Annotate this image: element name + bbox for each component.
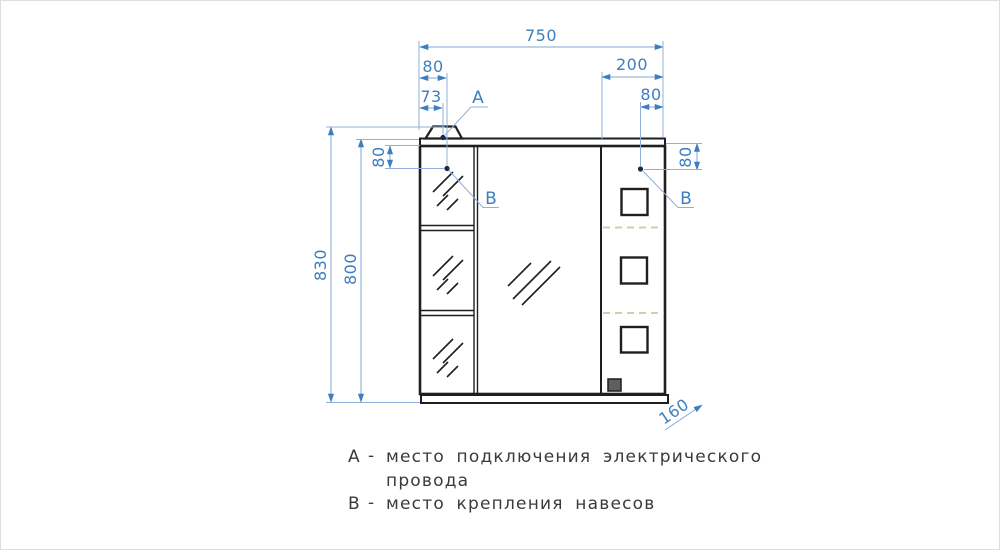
shelf-niches xyxy=(621,189,648,353)
callout-annotations xyxy=(440,88,694,209)
dim-hinge-drop-right: 80 xyxy=(676,146,695,168)
dim-depth: 160 xyxy=(655,394,693,429)
electrical-point-label: А xyxy=(472,88,484,108)
legend-a-line2: провода xyxy=(386,471,470,491)
bottom-panel xyxy=(421,395,668,403)
dim-electrical-offset: 73 xyxy=(420,87,442,106)
hinge-point-left-dot xyxy=(444,166,449,171)
hinge-point-right-dot xyxy=(638,166,643,171)
legend-b-key: В xyxy=(348,494,361,514)
left-column-separators xyxy=(420,226,474,316)
legend-b-text: место крепления навесов xyxy=(386,494,656,514)
cabinet-body xyxy=(420,127,668,404)
switch-square xyxy=(608,379,621,391)
dim-hinge-drop-left: 80 xyxy=(369,146,388,168)
dim-overall-height: 830 xyxy=(311,248,330,282)
mirror-hatch-left-door-3 xyxy=(433,339,463,377)
shelf-dashed-lines xyxy=(603,228,664,314)
legend-a-separator: - xyxy=(368,446,376,466)
mirror-hatch-left-door-2 xyxy=(433,256,463,294)
shelf-niche-2 xyxy=(621,258,647,284)
mirror-hatch-left-door-1 xyxy=(433,172,463,210)
dim-right-section: 200 xyxy=(615,55,649,74)
shelf-niche-3 xyxy=(621,327,648,353)
legend xyxy=(348,446,762,514)
hinge-point-right-label: В xyxy=(680,189,692,209)
mirror-hatch-center-door xyxy=(508,261,560,305)
dim-hinge-offset-right: 80 xyxy=(640,85,662,104)
dim-body-height: 800 xyxy=(341,252,360,286)
shelf-niche-1 xyxy=(622,189,648,215)
dim-overall-width: 750 xyxy=(524,26,558,45)
legend-a-line1: место подключения электрического xyxy=(386,447,763,467)
legend-b-separator: - xyxy=(368,493,376,513)
electrical-point-dot xyxy=(440,135,445,140)
hinge-point-left-label: В xyxy=(485,189,497,209)
electrical-leader-line xyxy=(445,107,488,135)
dim-hinge-offset-left: 80 xyxy=(422,57,444,76)
legend-a-key: А xyxy=(348,447,361,467)
